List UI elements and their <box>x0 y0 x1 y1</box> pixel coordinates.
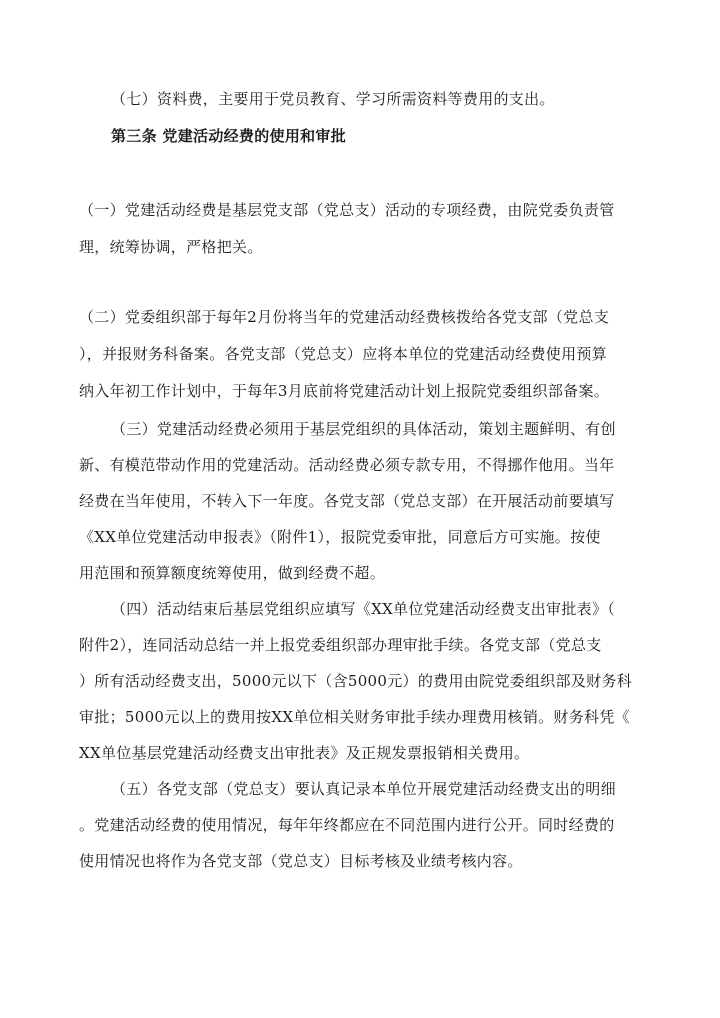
paragraph-1-line-1: （一）党建活动经费是基层党支部（党总支）活动的专项经费，由院党委负责管 <box>79 201 615 219</box>
paragraph-4-line-3: ）所有活动经费支出，5000元以下（含5000元）的费用由院党委组织部及财务科 <box>79 672 633 690</box>
paragraph-3-line-2: 新、有模范带动作用的党建活动。活动经费必须专款专用，不得挪作他用。当年 <box>79 456 615 474</box>
paragraph-2-line-2: ），并报财务科备案。各党支部（党总支）应将本单位的党建活动经费使用预算 <box>79 345 608 363</box>
paragraph-5-line-3: 使用情况也将作为各党支部（党总支）目标考核及业绩考核内容。 <box>79 852 523 870</box>
paragraph-3-line-3: 经费在当年使用，不转入下一年度。各党支部（党总支部）在开展活动前要填写 <box>79 492 615 510</box>
paragraph-5-line-2: 。党建活动经费的使用情况，每年年终都应在不同范围内进行公开。同时经费的 <box>79 816 615 834</box>
paragraph-4-line-4: 审批；5000元以上的费用按XX单位相关财务审批手续办理费用核销。财务科凭《 <box>79 708 630 726</box>
paragraph-5-line-1: （五）各党支部（党总支）要认真记录本单位开展党建活动经费支出的明细 <box>111 780 616 798</box>
paragraph-2-line-3: 纳入年初工作计划中，于每年3月底前将党建活动计划上报院党委组织部备案。 <box>79 382 610 400</box>
paragraph-4-line-2: 附件2），连同活动总结一并上报党委组织部办理审批手续。各党支部（党总支 <box>79 636 602 654</box>
paragraph-1-line-2: 理，统筹协调，严格把关。 <box>79 238 263 256</box>
paragraph-4-line-1: （四）活动结束后基层党组织应填写《XX单位党建活动经费支出审批表》（ <box>111 600 616 618</box>
paragraph-3-line-4: 《XX单位党建活动申报表》（附件1），报院党委审批，同意后方可实施。按使 <box>79 528 601 546</box>
paragraph-3-line-5: 用范围和预算额度统筹使用，做到经费不超。 <box>79 564 386 582</box>
paragraph-2-line-1: （二）党委组织部于每年2月份将当年的党建活动经费核拨给各党支部（党总支 <box>79 308 610 326</box>
item-7-text: （七）资料费，主要用于党员教育、学习所需资料等费用的支出。 <box>111 90 555 108</box>
article-3-heading: 第三条 党建活动经费的使用和审批 <box>111 127 347 145</box>
paragraph-4-line-5: XX单位基层党建活动经费支出审批表》及正规发票报销相关费用。 <box>79 744 530 762</box>
paragraph-3-line-1: （三）党建活动经费必须用于基层党组织的具体活动，策划主题鲜明、有创 <box>111 420 616 438</box>
